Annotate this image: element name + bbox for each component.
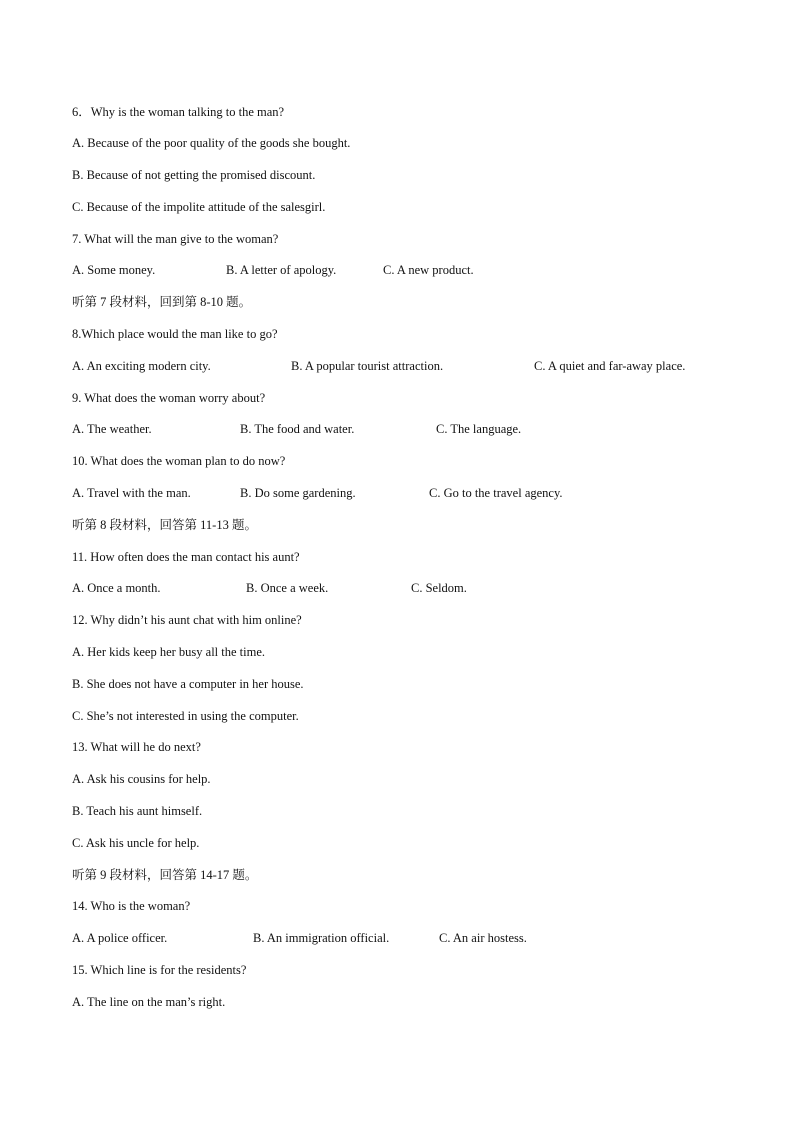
q14-option-c: C. An air hostess. — [439, 931, 527, 945]
question-10: 10. What does the woman plan to do now? — [72, 454, 286, 468]
q8-option-b: B. A popular tourist attraction. — [291, 359, 444, 373]
question-13: 13. What will he do next? — [72, 740, 201, 754]
q12-option-a: A. Her kids keep her busy all the time. — [72, 645, 266, 659]
q6-option-c: C. Because of the impolite attitude of the salesgirl. — [72, 200, 326, 214]
q9-option-c: C. The language. — [436, 422, 522, 436]
q14-option-b: B. An immigration official. — [253, 931, 390, 945]
q10-option-b: B. Do some gardening. — [240, 486, 356, 500]
q11-option-b: B. Once a week. — [246, 581, 329, 595]
q14-option-a: A. A police officer. — [72, 931, 168, 945]
q6-option-a: A. Because of the poor quality of the goods she bought. — [72, 136, 351, 150]
question-7: 7. What will the man give to the woman? — [72, 232, 279, 246]
q13-option-a: A. Ask his cousins for help. — [72, 772, 211, 786]
question-15: 15. Which line is for the residents? — [72, 963, 247, 977]
q9-option-b: B. The food and water. — [240, 422, 355, 436]
question-9: 9. What does the woman worry about? — [72, 391, 266, 405]
q15-option-a: A. The line on the man’s right. — [72, 995, 226, 1009]
question-6: 6．Why is the woman talking to the man? — [72, 105, 285, 119]
section-instruction-7: 听第 7 段材料，回到第 8-10 题。 — [72, 295, 252, 309]
q7-option-a: A. Some money. — [72, 263, 156, 277]
question-14: 14. Who is the woman? — [72, 899, 191, 913]
q8-option-c: C. A quiet and far-away place. — [534, 359, 686, 373]
q10-option-a: A. Travel with the man. — [72, 486, 191, 500]
q7-option-b: B. A letter of apology. — [226, 263, 337, 277]
q12-option-b: B. She does not have a computer in her house. — [72, 677, 304, 691]
q11-option-a: A. Once a month. — [72, 581, 161, 595]
q13-option-b: B. Teach his aunt himself. — [72, 804, 203, 818]
q6-option-b: B. Because of not getting the promised discount. — [72, 168, 316, 182]
question-8: 8.Which place would the man like to go? — [72, 327, 278, 341]
question-12: 12. Why didn’t his aunt chat with him online? — [72, 613, 302, 627]
question-11: 11. How often does the man contact his aunt? — [72, 550, 300, 564]
section-instruction-9: 听第 9 段材料，回答第 14-17 题。 — [72, 868, 258, 882]
q12-option-c: C. She’s not interested in using the computer. — [72, 709, 299, 723]
q10-option-c: C. Go to the travel agency. — [429, 486, 563, 500]
q13-option-c: C. Ask his uncle for help. — [72, 836, 200, 850]
q8-option-a: A. An exciting modern city. — [72, 359, 211, 373]
q7-option-c: C. A new product. — [383, 263, 474, 277]
q11-option-c: C. Seldom. — [411, 581, 467, 595]
q9-option-a: A. The weather. — [72, 422, 152, 436]
section-instruction-8: 听第 8 段材料，回答第 11-13 题。 — [72, 518, 257, 532]
